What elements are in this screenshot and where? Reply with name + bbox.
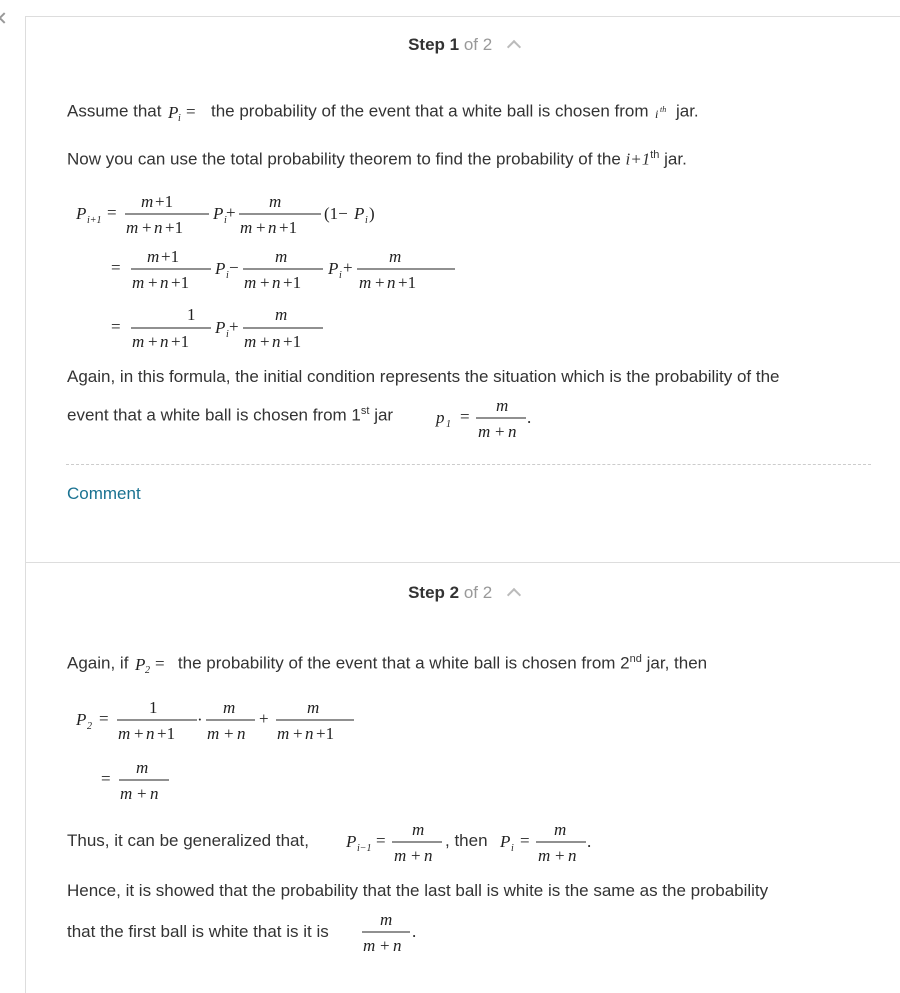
svg-text:+: + bbox=[411, 846, 421, 865]
svg-text:P: P bbox=[168, 103, 179, 122]
step-card-1 bbox=[25, 16, 900, 563]
svg-text:.: . bbox=[587, 832, 592, 851]
svg-text:i: i bbox=[226, 270, 229, 281]
svg-text:m: m bbox=[554, 820, 567, 839]
svg-text:m: m bbox=[307, 698, 320, 717]
svg-text:P: P bbox=[76, 204, 87, 223]
svg-text:m: m bbox=[538, 846, 551, 865]
svg-text:+1: +1 bbox=[283, 273, 302, 292]
svg-text:=: = bbox=[99, 709, 109, 728]
svg-text:m: m bbox=[223, 698, 236, 717]
svg-text:n: n bbox=[146, 724, 155, 743]
svg-text:P: P bbox=[213, 204, 224, 223]
svg-text:+1: +1 bbox=[155, 192, 174, 211]
svg-text:+: + bbox=[495, 422, 505, 441]
svg-text:+: + bbox=[380, 936, 390, 955]
svg-text:1: 1 bbox=[446, 419, 451, 430]
svg-text:+1: +1 bbox=[165, 218, 184, 237]
formula-final-probability bbox=[358, 907, 428, 959]
svg-text:+: + bbox=[148, 332, 158, 351]
svg-text:1: 1 bbox=[187, 305, 196, 324]
svg-text:m: m bbox=[359, 273, 372, 292]
svg-text:n: n bbox=[305, 724, 314, 743]
step1-paragraph-3: Again, in this formula, the initial condition represents the situation which is the probability of the bbox=[67, 367, 780, 386]
svg-text:n: n bbox=[272, 332, 281, 351]
chevron-up-icon[interactable] bbox=[507, 40, 521, 54]
svg-text:m: m bbox=[394, 846, 407, 865]
svg-text:i+1: i+1 bbox=[87, 215, 102, 226]
svg-text:m: m bbox=[244, 273, 257, 292]
svg-text:m: m bbox=[207, 724, 220, 743]
math-p2-equals bbox=[133, 653, 173, 675]
svg-text:n: n bbox=[154, 218, 163, 237]
svg-text:=: = bbox=[520, 831, 530, 850]
svg-text:n: n bbox=[387, 273, 396, 292]
svg-text:m: m bbox=[132, 273, 145, 292]
svg-text:=: = bbox=[186, 102, 196, 121]
svg-text:.: . bbox=[412, 922, 417, 941]
svg-text:(1−: (1− bbox=[324, 204, 348, 223]
svg-text:m: m bbox=[275, 247, 288, 266]
svg-text:−: − bbox=[229, 258, 239, 277]
svg-text:n: n bbox=[237, 724, 246, 743]
svg-text:i−1: i−1 bbox=[357, 843, 372, 854]
svg-text:=: = bbox=[376, 831, 386, 850]
svg-text:=: = bbox=[107, 203, 117, 222]
svg-text:=: = bbox=[460, 407, 470, 426]
math-pi-equals bbox=[166, 101, 206, 123]
comment-link[interactable]: Comment bbox=[67, 484, 141, 503]
svg-text:m: m bbox=[244, 332, 257, 351]
svg-text:n: n bbox=[272, 273, 281, 292]
chevron-up-icon[interactable] bbox=[507, 588, 521, 602]
svg-text:+1: +1 bbox=[398, 273, 417, 292]
step-card-2 bbox=[25, 562, 900, 993]
svg-text:P: P bbox=[500, 832, 511, 851]
svg-text:+: + bbox=[148, 273, 158, 292]
svg-text:i: i bbox=[511, 843, 514, 854]
svg-text:m: m bbox=[269, 192, 282, 211]
collapse-caret-icon[interactable] bbox=[0, 12, 10, 23]
svg-text:P: P bbox=[76, 710, 87, 729]
svg-text:n: n bbox=[268, 218, 277, 237]
formula-p1-initial bbox=[434, 393, 544, 445]
svg-text:P: P bbox=[354, 204, 365, 223]
svg-text:n: n bbox=[393, 936, 402, 955]
step1-paragraph-2: Now you can use the total probability theorem to find the probability of the i+1th jar. bbox=[67, 149, 687, 169]
svg-text:+1: +1 bbox=[316, 724, 335, 743]
svg-text:m: m bbox=[478, 422, 491, 441]
svg-text:n: n bbox=[160, 332, 169, 351]
svg-text:m: m bbox=[275, 305, 288, 324]
svg-text:i: i bbox=[226, 329, 229, 340]
svg-text:): ) bbox=[369, 204, 375, 223]
svg-text:1: 1 bbox=[149, 698, 158, 717]
svg-text:+1: +1 bbox=[161, 247, 180, 266]
svg-text:i: i bbox=[224, 215, 227, 226]
svg-text:2: 2 bbox=[145, 665, 151, 677]
svg-text:m: m bbox=[136, 758, 149, 777]
formula-total-probability bbox=[71, 185, 471, 355]
svg-text:=: = bbox=[111, 258, 121, 277]
svg-text:+1: +1 bbox=[157, 724, 176, 743]
svg-text:+: + bbox=[134, 724, 144, 743]
svg-text:+: + bbox=[293, 724, 303, 743]
math-i-th bbox=[653, 101, 671, 123]
svg-text:n: n bbox=[508, 422, 517, 441]
svg-text:th: th bbox=[660, 105, 667, 114]
svg-text:m: m bbox=[118, 724, 131, 743]
svg-text:m: m bbox=[120, 784, 133, 803]
svg-text:+: + bbox=[260, 332, 270, 351]
step2-paragraph-4: that the first ball is white that is it is bbox=[67, 922, 329, 941]
svg-text:+: + bbox=[259, 709, 269, 728]
svg-text:+: + bbox=[555, 846, 565, 865]
svg-text:i: i bbox=[339, 270, 342, 281]
svg-text:m: m bbox=[496, 396, 509, 415]
svg-text:+: + bbox=[229, 317, 239, 336]
svg-text:=: = bbox=[101, 769, 111, 788]
svg-text:n: n bbox=[150, 784, 159, 803]
svg-text:+1: +1 bbox=[171, 332, 190, 351]
step2-paragraph-3: Hence, it is showed that the probability that the last ball is white is the same as the probability bbox=[67, 881, 769, 900]
svg-text:+1: +1 bbox=[283, 332, 302, 351]
svg-text:+: + bbox=[375, 273, 385, 292]
svg-text:P: P bbox=[328, 259, 339, 278]
svg-text:+: + bbox=[142, 218, 152, 237]
svg-text:m: m bbox=[363, 936, 376, 955]
svg-text:+: + bbox=[226, 203, 236, 222]
svg-text:=: = bbox=[111, 317, 121, 336]
svg-text:P: P bbox=[135, 655, 146, 675]
step2-then-text: , then bbox=[445, 831, 488, 850]
step1-paragraph-1: Assume that P i = the probability of the event that a white ball is chosen from i th jar. bbox=[67, 101, 699, 124]
svg-text:P: P bbox=[346, 832, 357, 851]
svg-text:m: m bbox=[126, 218, 139, 237]
svg-text:P: P bbox=[215, 318, 226, 337]
formula-p-i-minus-1 bbox=[344, 817, 456, 869]
step-header-1[interactable]: Step 1 of 2 bbox=[26, 35, 900, 55]
svg-text:+: + bbox=[343, 258, 353, 277]
svg-text:=: = bbox=[155, 654, 165, 674]
svg-text:i: i bbox=[365, 215, 368, 226]
svg-text:+: + bbox=[260, 273, 270, 292]
svg-text:i: i bbox=[178, 113, 182, 124]
formula-p-i bbox=[498, 817, 608, 869]
svg-text:m: m bbox=[141, 192, 154, 211]
svg-text:m: m bbox=[132, 332, 145, 351]
svg-text:m: m bbox=[389, 247, 402, 266]
svg-text:+: + bbox=[224, 724, 234, 743]
svg-text:·: · bbox=[197, 710, 203, 729]
svg-text:n: n bbox=[568, 846, 577, 865]
svg-text:+: + bbox=[137, 784, 147, 803]
svg-text:P: P bbox=[215, 259, 226, 278]
section-divider bbox=[66, 464, 871, 465]
step2-paragraph-1: Again, if P 2 = the probability of the event that a white ball is chosen from 2nd jar, then bbox=[67, 653, 708, 677]
svg-text:m: m bbox=[240, 218, 253, 237]
svg-text:m: m bbox=[412, 820, 425, 839]
svg-text:+1: +1 bbox=[279, 218, 298, 237]
svg-text:m: m bbox=[380, 910, 393, 929]
svg-text:m: m bbox=[277, 724, 290, 743]
svg-text:+1: +1 bbox=[171, 273, 190, 292]
formula-p2 bbox=[71, 691, 401, 803]
step1-paragraph-4: event that a white ball is chosen from 1st jar bbox=[67, 405, 394, 425]
svg-text:i: i bbox=[655, 107, 659, 121]
svg-text:p: p bbox=[436, 408, 445, 427]
svg-text:+: + bbox=[256, 218, 266, 237]
svg-text:n: n bbox=[424, 846, 433, 865]
step2-paragraph-2: Thus, it can be generalized that, bbox=[67, 831, 309, 850]
svg-text:.: . bbox=[527, 408, 532, 427]
step-header-2[interactable]: Step 2 of 2 bbox=[26, 583, 900, 603]
svg-text:n: n bbox=[160, 273, 169, 292]
svg-text:m: m bbox=[147, 247, 160, 266]
svg-text:2: 2 bbox=[87, 721, 92, 732]
